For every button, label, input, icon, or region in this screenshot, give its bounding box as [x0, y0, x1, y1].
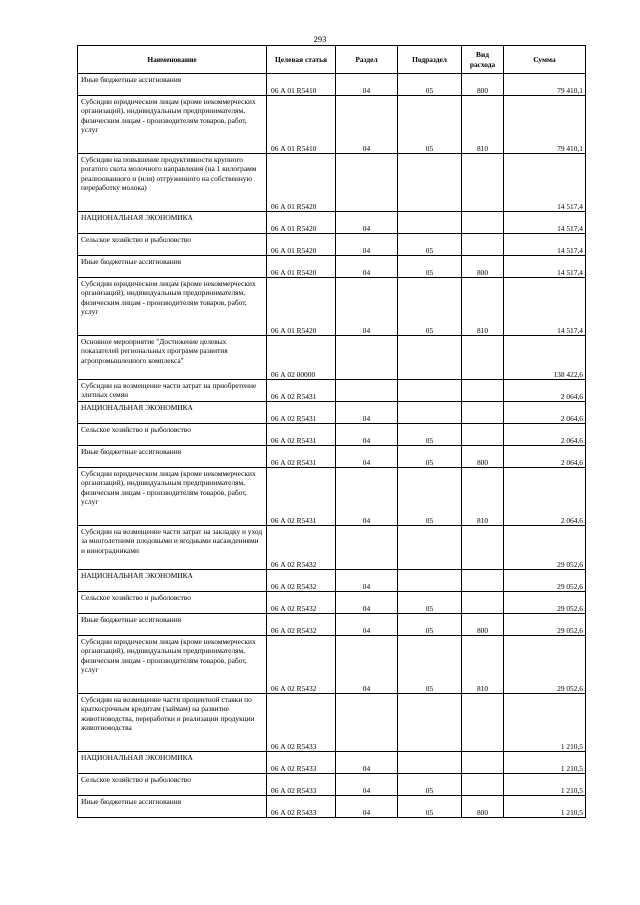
- row-amount: 79 410,1: [557, 143, 583, 153]
- row-subsection-cell: [398, 74, 462, 96]
- row-subsection-cell: [398, 380, 462, 402]
- budget-table: [77, 45, 586, 818]
- row-type-cell: [462, 636, 504, 694]
- row-type: 800: [476, 267, 489, 277]
- row-section-cell: [336, 74, 398, 96]
- row-type: 810: [476, 515, 489, 525]
- row-type-cell: [462, 424, 504, 446]
- row-section: 04: [362, 515, 371, 525]
- row-section: 04: [362, 807, 371, 817]
- table-row: [78, 256, 586, 278]
- table-row: [78, 74, 586, 96]
- header-row: [78, 46, 586, 74]
- row-code-cell: [267, 592, 336, 614]
- row-name-cell: [78, 402, 267, 424]
- row-name-cell: [78, 446, 267, 468]
- row-subsection: 05: [425, 807, 434, 817]
- row-amount-cell: [504, 694, 586, 752]
- row-code: 06 А 01 R5420: [271, 201, 317, 211]
- row-name: Иные бюджетные ассигнования: [81, 615, 182, 624]
- row-subsection: 05: [425, 683, 434, 693]
- row-subsection: 05: [425, 245, 434, 255]
- table-row: [78, 614, 586, 636]
- row-code-cell: [267, 234, 336, 256]
- row-name-cell: [78, 570, 267, 592]
- row-subsection: 05: [425, 785, 434, 795]
- row-type-cell: [462, 614, 504, 636]
- row-amount-cell: [504, 380, 586, 402]
- row-section-cell: [336, 570, 398, 592]
- row-amount: 14 517,4: [557, 223, 583, 233]
- row-name: Иные бюджетные ассигнования: [81, 75, 182, 84]
- row-subsection: 05: [425, 143, 434, 153]
- row-section: 04: [362, 223, 371, 233]
- row-type-cell: [462, 256, 504, 278]
- row-amount-cell: [504, 796, 586, 818]
- row-name: НАЦИОНАЛЬНАЯ ЭКОНОМИКА: [81, 571, 193, 580]
- row-section-cell: [336, 278, 398, 336]
- row-section: 04: [362, 603, 371, 613]
- row-amount: 1 210,5: [560, 785, 583, 795]
- row-name: Субсидии на возмещение части процентной ставки по краткосрочным кредитам (займам) на развитие животноводства, переработки и реализации продукции животноводства: [81, 695, 255, 732]
- row-name-cell: [78, 96, 267, 154]
- row-amount-cell: [504, 468, 586, 526]
- row-name-cell: [78, 154, 267, 212]
- table-row: [78, 402, 586, 424]
- row-amount-cell: [504, 752, 586, 774]
- table-row: [78, 446, 586, 468]
- row-name: Иные бюджетные ассигнования: [81, 797, 182, 806]
- row-amount: 29 052,6: [557, 559, 583, 569]
- row-amount-cell: [504, 446, 586, 468]
- row-subsection-cell: [398, 402, 462, 424]
- row-amount: 1 210,5: [560, 807, 583, 817]
- row-type-cell: [462, 752, 504, 774]
- row-amount-cell: [504, 614, 586, 636]
- row-amount-cell: [504, 526, 586, 570]
- row-code-cell: [267, 380, 336, 402]
- row-code: 06 А 02 R5433: [271, 785, 317, 795]
- row-amount: 14 517,4: [557, 267, 583, 277]
- row-subsection-cell: [398, 234, 462, 256]
- row-type-cell: [462, 74, 504, 96]
- row-code: 06 А 01 R5420: [271, 223, 317, 233]
- row-code-cell: [267, 796, 336, 818]
- row-subsection-cell: [398, 256, 462, 278]
- row-section-cell: [336, 752, 398, 774]
- page-number: 293: [313, 34, 327, 44]
- row-code-cell: [267, 278, 336, 336]
- row-subsection-cell: [398, 96, 462, 154]
- row-code: 06 А 02 R5432: [271, 581, 317, 591]
- row-section-cell: [336, 446, 398, 468]
- row-amount: 14 517,4: [557, 325, 583, 335]
- row-section: 04: [362, 785, 371, 795]
- row-subsection: 05: [425, 515, 434, 525]
- row-code: 06 А 02 R5433: [271, 763, 317, 773]
- row-type-cell: [462, 234, 504, 256]
- row-section-cell: [336, 694, 398, 752]
- row-amount: 1 210,5: [560, 741, 583, 751]
- row-type: 810: [476, 325, 489, 335]
- table-row: [78, 592, 586, 614]
- row-name: НАЦИОНАЛЬНАЯ ЭКОНОМИКА: [81, 213, 193, 222]
- row-section-cell: [336, 636, 398, 694]
- row-subsection-cell: [398, 752, 462, 774]
- table-row: [78, 526, 586, 570]
- row-amount: 2 064,6: [560, 391, 583, 401]
- row-code-cell: [267, 154, 336, 212]
- row-name-cell: [78, 592, 267, 614]
- row-section-cell: [336, 234, 398, 256]
- row-amount-cell: [504, 256, 586, 278]
- row-type: 800: [476, 457, 489, 467]
- row-name: Субсидии на возмещение части затрат на закладку и уход за многолетними плодовыми и ягодными насаждениями и виноградниками: [81, 527, 263, 555]
- row-amount: 79 410,1: [557, 85, 583, 95]
- row-code-cell: [267, 614, 336, 636]
- row-section: 04: [362, 413, 371, 423]
- row-name: Сельское хозяйство и рыболовство: [81, 775, 191, 784]
- row-amount: 29 052,6: [557, 581, 583, 591]
- row-type-cell: [462, 402, 504, 424]
- row-code-cell: [267, 256, 336, 278]
- row-name-cell: [78, 468, 267, 526]
- row-code: 06 А 02 R5431: [271, 391, 317, 401]
- row-type-cell: [462, 526, 504, 570]
- table-row: [78, 796, 586, 818]
- row-section: 04: [362, 625, 371, 635]
- row-code-cell: [267, 446, 336, 468]
- row-type-cell: [462, 212, 504, 234]
- row-section-cell: [336, 424, 398, 446]
- row-code: 06 А 02 R5431: [271, 413, 317, 423]
- row-section-cell: [336, 96, 398, 154]
- row-name: НАЦИОНАЛЬНАЯ ЭКОНОМИКА: [81, 753, 193, 762]
- table-row: [78, 570, 586, 592]
- table-row: [78, 212, 586, 234]
- table-row: [78, 96, 586, 154]
- row-code-cell: [267, 402, 336, 424]
- row-section-cell: [336, 614, 398, 636]
- row-code: 06 А 02 00000: [271, 369, 316, 379]
- row-type-cell: [462, 446, 504, 468]
- table-row: [78, 694, 586, 752]
- row-amount-cell: [504, 592, 586, 614]
- row-section-cell: [336, 336, 398, 380]
- row-type: 800: [476, 807, 489, 817]
- header-code: Целевая статья: [267, 46, 336, 74]
- row-type: 800: [476, 625, 489, 635]
- row-code-cell: [267, 774, 336, 796]
- row-name: Субсидии юридическим лицам (кроме некоммерческих организаций), индивидуальным предпринимателям, физическим лицам - производителям товаров, работ, услуг: [81, 469, 256, 506]
- row-type-cell: [462, 468, 504, 526]
- row-name: НАЦИОНАЛЬНАЯ ЭКОНОМИКА: [81, 403, 193, 412]
- row-section: 04: [362, 581, 371, 591]
- row-section: 04: [362, 763, 371, 773]
- row-type-cell: [462, 592, 504, 614]
- row-name-cell: [78, 74, 267, 96]
- row-name-cell: [78, 774, 267, 796]
- row-code: 06 А 02 R5433: [271, 741, 317, 751]
- header-type: Вид расхода: [462, 46, 504, 74]
- row-amount: 138 422,6: [553, 369, 583, 379]
- row-code-cell: [267, 570, 336, 592]
- header-section: Раздел: [336, 46, 398, 74]
- row-amount: 2 064,6: [560, 413, 583, 423]
- row-name-cell: [78, 796, 267, 818]
- row-name-cell: [78, 336, 267, 380]
- row-amount-cell: [504, 402, 586, 424]
- row-subsection: 05: [425, 457, 434, 467]
- row-name-cell: [78, 256, 267, 278]
- row-type-cell: [462, 336, 504, 380]
- row-name: Субсидии юридическим лицам (кроме некоммерческих организаций), индивидуальным предпринимателям, физическим лицам - производителям товаров, работ, услуг: [81, 279, 256, 316]
- table-row: [78, 154, 586, 212]
- row-amount: 29 052,6: [557, 603, 583, 613]
- row-code: 06 А 01 R5410: [271, 85, 317, 95]
- row-name-cell: [78, 380, 267, 402]
- row-code: 06 А 02 R5431: [271, 435, 317, 445]
- row-code-cell: [267, 96, 336, 154]
- row-type-cell: [462, 278, 504, 336]
- row-section: 04: [362, 85, 371, 95]
- row-section-cell: [336, 526, 398, 570]
- row-code-cell: [267, 424, 336, 446]
- row-subsection: 05: [425, 625, 434, 635]
- table-row: [78, 380, 586, 402]
- row-section-cell: [336, 256, 398, 278]
- row-amount-cell: [504, 774, 586, 796]
- row-subsection-cell: [398, 212, 462, 234]
- row-type: 810: [476, 683, 489, 693]
- row-subsection-cell: [398, 570, 462, 592]
- table-body: [78, 74, 586, 818]
- row-type: 800: [476, 85, 489, 95]
- row-name-cell: [78, 424, 267, 446]
- row-amount: 29 052,6: [557, 683, 583, 693]
- row-section-cell: [336, 380, 398, 402]
- row-name: Сельское хозяйство и рыболовство: [81, 425, 191, 434]
- row-name-cell: [78, 212, 267, 234]
- row-name: Субсидии юридическим лицам (кроме некоммерческих организаций), индивидуальным предпринимателям, физическим лицам - производителям товаров, работ, услуг: [81, 637, 256, 674]
- table-row: [78, 278, 586, 336]
- row-amount: 1 210,5: [560, 763, 583, 773]
- row-name: Субсидии на повышение продуктивности крупного рогатого скота молочного направления (на 1 килограмм реализованного и (или) отгруженного на собственную переработку молока): [81, 155, 257, 192]
- row-subsection-cell: [398, 468, 462, 526]
- table-row: [78, 234, 586, 256]
- row-amount-cell: [504, 336, 586, 380]
- row-type-cell: [462, 796, 504, 818]
- row-subsection-cell: [398, 796, 462, 818]
- row-subsection-cell: [398, 278, 462, 336]
- row-type-cell: [462, 154, 504, 212]
- row-amount-cell: [504, 570, 586, 592]
- row-name-cell: [78, 614, 267, 636]
- row-subsection-cell: [398, 526, 462, 570]
- row-code: 06 А 02 R5432: [271, 559, 317, 569]
- row-type-cell: [462, 96, 504, 154]
- row-amount-cell: [504, 636, 586, 694]
- row-code-cell: [267, 468, 336, 526]
- table-row: [78, 468, 586, 526]
- row-name-cell: [78, 526, 267, 570]
- row-code-cell: [267, 526, 336, 570]
- row-subsection-cell: [398, 154, 462, 212]
- row-name-cell: [78, 234, 267, 256]
- header-name: Наименование: [78, 46, 267, 74]
- row-name: Сельское хозяйство и рыболовство: [81, 235, 191, 244]
- row-code: 06 А 02 R5431: [271, 515, 317, 525]
- row-name-cell: [78, 278, 267, 336]
- row-code: 06 А 01 R5420: [271, 325, 317, 335]
- row-amount: 2 064,6: [560, 515, 583, 525]
- row-subsection: 05: [425, 85, 434, 95]
- row-code-cell: [267, 752, 336, 774]
- row-section-cell: [336, 402, 398, 424]
- table-row: [78, 636, 586, 694]
- row-code: 06 А 02 R5432: [271, 683, 317, 693]
- row-code: 06 А 01 R5410: [271, 143, 317, 153]
- row-code-cell: [267, 636, 336, 694]
- row-amount-cell: [504, 234, 586, 256]
- row-code: 06 А 02 R5432: [271, 625, 317, 635]
- row-name: Иные бюджетные ассигнования: [81, 257, 182, 266]
- row-name: Основное мероприятие "Достижение целевых показателей региональных программ развития агропромышленного комплекса": [81, 337, 228, 365]
- row-name-cell: [78, 752, 267, 774]
- row-amount: 14 517,4: [557, 245, 583, 255]
- row-code: 06 А 02 R5433: [271, 807, 317, 817]
- row-name-cell: [78, 636, 267, 694]
- row-subsection-cell: [398, 614, 462, 636]
- table-row: [78, 336, 586, 380]
- row-section-cell: [336, 592, 398, 614]
- row-code: 06 А 02 R5432: [271, 603, 317, 613]
- table-row: [78, 774, 586, 796]
- row-type-cell: [462, 694, 504, 752]
- row-subsection: 05: [425, 325, 434, 335]
- row-subsection-cell: [398, 592, 462, 614]
- row-amount-cell: [504, 74, 586, 96]
- row-section-cell: [336, 774, 398, 796]
- row-name: Иные бюджетные ассигнования: [81, 447, 182, 456]
- row-type-cell: [462, 380, 504, 402]
- row-section-cell: [336, 212, 398, 234]
- row-subsection-cell: [398, 694, 462, 752]
- row-name: Субсидии юридическим лицам (кроме некоммерческих организаций), индивидуальным предпринимателям, физическим лицам - производителям товаров, работ, услуг: [81, 97, 256, 134]
- row-section-cell: [336, 154, 398, 212]
- row-section: 04: [362, 325, 371, 335]
- row-section-cell: [336, 796, 398, 818]
- row-code-cell: [267, 336, 336, 380]
- row-code: 06 А 01 R5420: [271, 267, 317, 277]
- table-row: [78, 424, 586, 446]
- row-section: 04: [362, 435, 371, 445]
- row-subsection-cell: [398, 636, 462, 694]
- row-code-cell: [267, 212, 336, 234]
- row-code-cell: [267, 74, 336, 96]
- row-amount: 14 517,4: [557, 201, 583, 211]
- row-type: 810: [476, 143, 489, 153]
- row-amount-cell: [504, 424, 586, 446]
- row-subsection-cell: [398, 424, 462, 446]
- row-code: 06 А 01 R5420: [271, 245, 317, 255]
- row-amount-cell: [504, 212, 586, 234]
- row-type-cell: [462, 570, 504, 592]
- row-section-cell: [336, 468, 398, 526]
- row-section: 04: [362, 143, 371, 153]
- row-amount-cell: [504, 154, 586, 212]
- row-section: 04: [362, 683, 371, 693]
- row-subsection-cell: [398, 336, 462, 380]
- row-subsection: 05: [425, 267, 434, 277]
- row-amount-cell: [504, 278, 586, 336]
- row-amount: 2 064,6: [560, 435, 583, 445]
- row-subsection-cell: [398, 446, 462, 468]
- row-section: 04: [362, 267, 371, 277]
- row-type-cell: [462, 774, 504, 796]
- row-subsection: 05: [425, 435, 434, 445]
- table-row: [78, 752, 586, 774]
- row-subsection: 05: [425, 603, 434, 613]
- row-name-cell: [78, 694, 267, 752]
- header-subsection: Подраздел: [398, 46, 462, 74]
- header-amount: Сумма: [504, 46, 586, 74]
- row-name: Субсидии на возмещение части затрат на приобретение элитных семян: [81, 381, 257, 400]
- row-subsection-cell: [398, 774, 462, 796]
- row-section: 04: [362, 457, 371, 467]
- row-code-cell: [267, 694, 336, 752]
- row-name: Сельское хозяйство и рыболовство: [81, 593, 191, 602]
- row-amount-cell: [504, 96, 586, 154]
- row-amount: 29 052,6: [557, 625, 583, 635]
- row-code: 06 А 02 R5431: [271, 457, 317, 467]
- row-amount: 2 064,6: [560, 457, 583, 467]
- row-section: 04: [362, 245, 371, 255]
